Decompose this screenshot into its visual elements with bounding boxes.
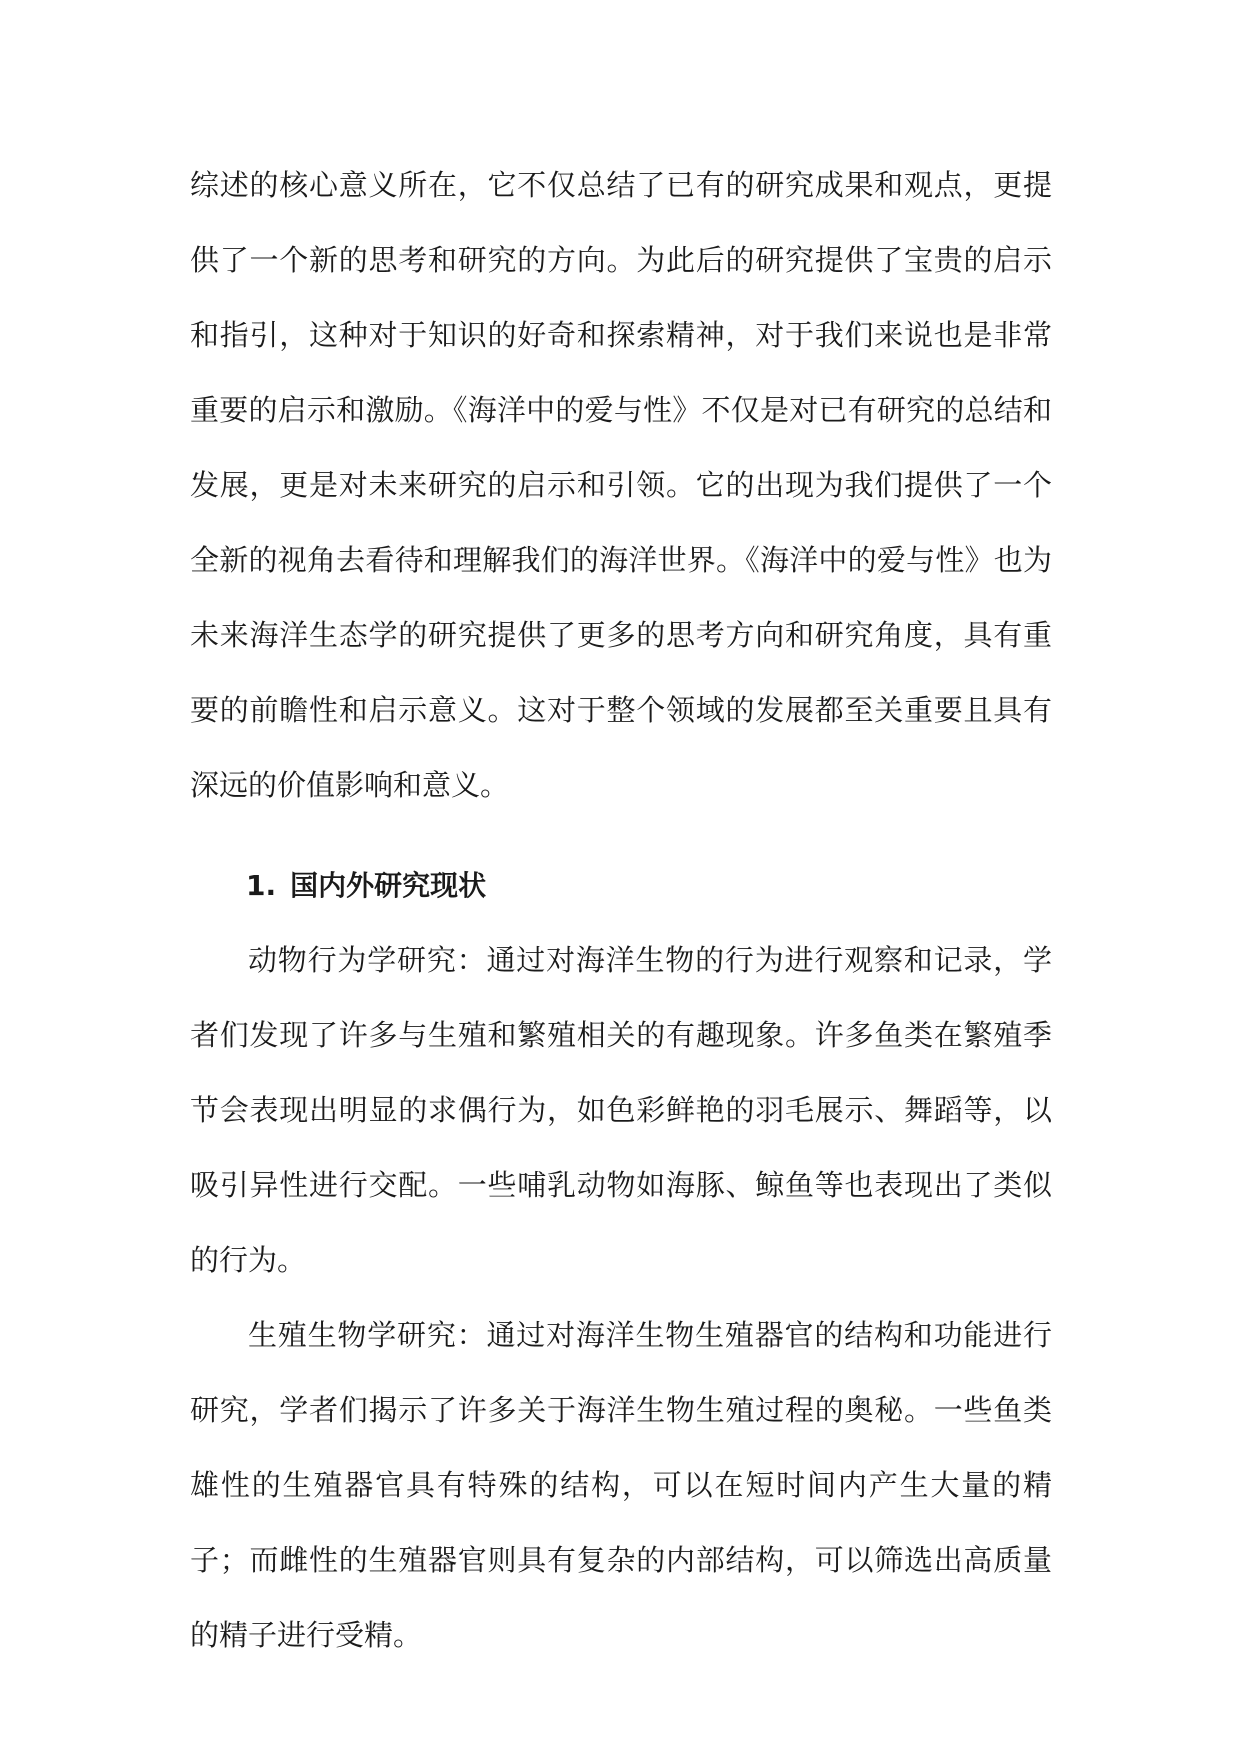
document-body: [190, 148, 1052, 1673]
paragraph-intro-continuation: 综述的核心意义所在，它不仅总结了已有的研究成果和观点，更提供了一个新的思考和研究的方向。为此后的研究提供了宝贵的启示和指引，这种对于知识的好奇和探索精神，对于我们来说也是非常重要的启示和激励。《海洋中的爱与性》不仅是对已有研究的总结和发展，更是对未来研究的启示和引领。它的出现为我们提供了一个全新的视角去看待和理解我们的海洋世界。《海洋中的爱与性》也为未来海洋生态学的研究提供了更多的思考方向和研究角度，具有重要的前瞻性和启示意义。这对于整个领域的发展都至关重要且具有深远的价值影响和意义。: [190, 168, 1052, 802]
section-title: 国内外研究现状: [290, 869, 487, 902]
section-number: 1.: [246, 869, 277, 902]
paragraph-reproductive-biology: 生殖生物学研究：通过对海洋生物生殖器官的结构和功能进行研究，学者们揭示了许多关于海洋生物生殖过程的奥秘。一些鱼类雄性的生殖器官具有特殊的结构，可以在短时间内产生大量的精子；而雌性的生殖器官则具有复杂的内部结构，可以筛选出高质量的精子进行受精。: [190, 1318, 1052, 1652]
section-heading: [190, 848, 1052, 923]
paragraph-animal-behavior: 动物行为学研究：通过对海洋生物的行为进行观察和记录，学者们发现了许多与生殖和繁殖相关的有趣现象。许多鱼类在繁殖季节会表现出明显的求偶行为，如色彩鲜艳的羽毛展示、舞蹈等，以吸引异性进行交配。一些哺乳动物如海豚、鲸鱼等也表现出了类似的行为。: [190, 943, 1052, 1277]
